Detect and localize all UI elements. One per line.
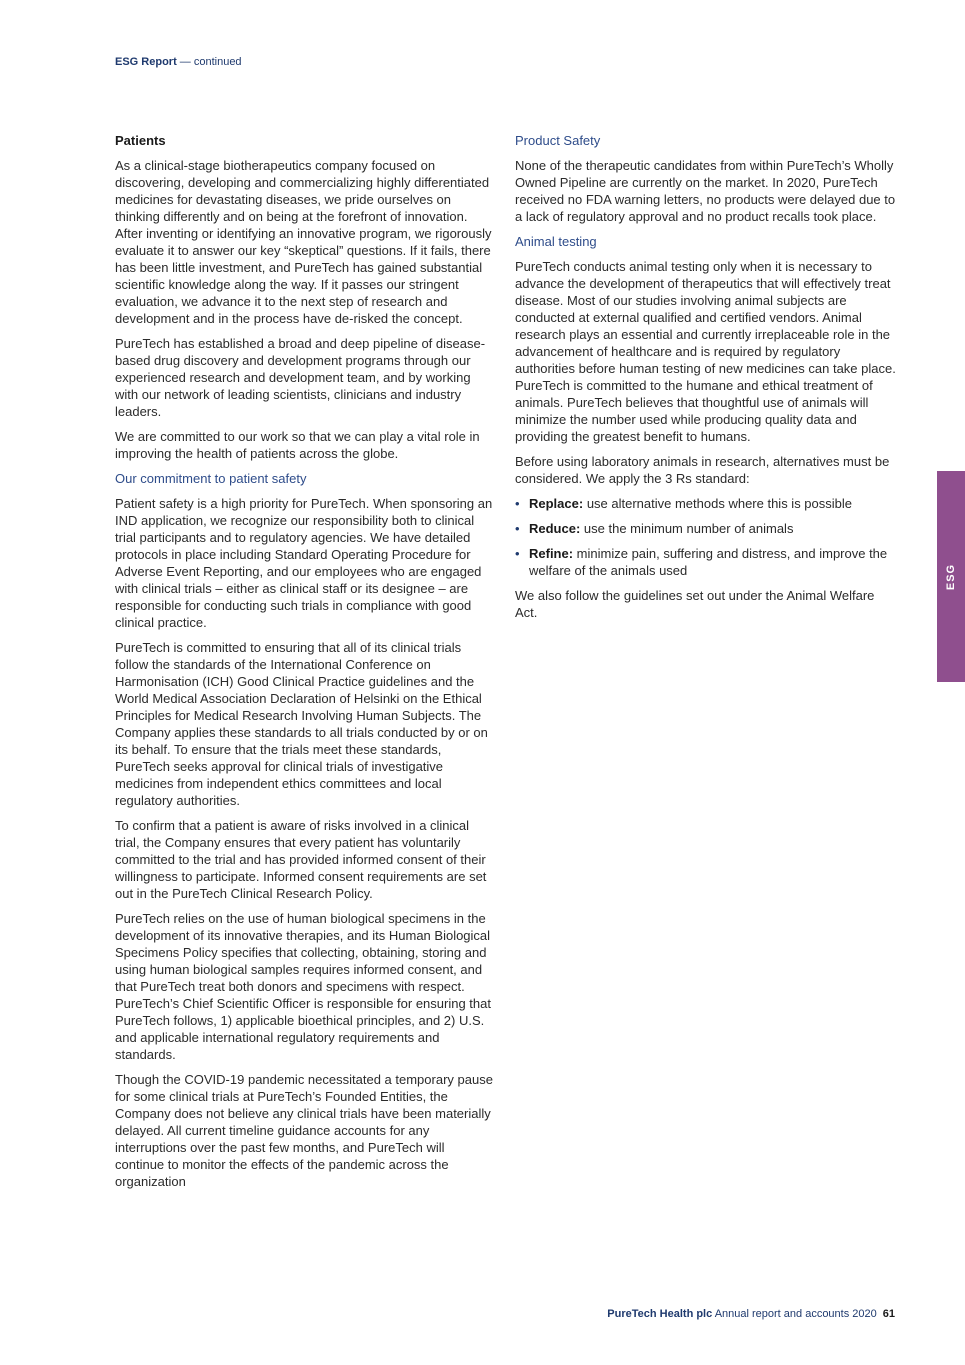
animal-testing-heading: Animal testing [515, 234, 597, 249]
patient-safety-paragraph-4: PureTech relies on the use of human biological specimens in the development of its innovative therapies, and its Human Biological Specimens Policy specifies that collecting, obtaining, storing and using human biological samples requires informed consent, and that PureTech treat both donors and specimens with respect. PureTech’s Chief Scientific Officer is responsible for ensuring that PureTech follows, 1) applicable bioethical principles, and 2) U.S. and applicable international regulatory requirements and standards. [115, 911, 491, 1062]
list-item-term: Reduce: [529, 521, 581, 536]
header-suffix: — continued [176, 56, 242, 68]
patients-paragraph-1: As a clinical-stage biotherapeutics company focused on discovering, developing and commercializing highly differentiated medicines for devastating diseases, we pride ourselves on thinking differently and on being at the forefront of innovation. After inventing or identifying an innovative program, we rigorously evaluate it to answer our key “skeptical” questions. If it fails, there has been little investment, and PureTech has gained substantial scientific knowledge along the way. If it passes our stringent evaluation, we advance it to the next step of research and development and in the process have de-risked the concept. [115, 158, 492, 326]
esg-side-tab-label: ESG [945, 563, 957, 590]
bullet-icon: • [515, 546, 520, 561]
left-column [115, 132, 497, 1198]
list-item [515, 520, 897, 537]
patient-safety-paragraph-1: Patient safety is a high priority for PureTech. When sponsoring an IND application, we recognize our responsibility both to clinical trial participants and to regulatory agencies. We have detailed protocols in place including Standard Operating Procedure for Adverse Event Reporting, and our employees who are engaged with clinical trials – either as clinical staff or its designee – are responsible for conducting such trials in compliance with good clinical practice. [115, 496, 493, 630]
product-safety-heading: Product Safety [515, 133, 601, 148]
esg-side-tab[interactable] [937, 471, 965, 682]
animal-welfare-paragraph: We also follow the guidelines set out under the Animal Welfare Act. [515, 588, 875, 620]
list-item-text: use the minimum number of animals [580, 521, 794, 536]
animal-testing-paragraph-1: PureTech conducts animal testing only when it is necessary to advance the development of therapeutics that will effectively treat disease. Most of our studies involving animal subjects are conducted at external qualified and certified vendors. Animal research plays an essential and currently irreplaceable role in the advancement of healthcare and is required by regulatory authorities before human testing of new medicines can take place. PureTech is committed to the humane and ethical treatment of animals. PureTech believes that thoughtful use of animals will minimize the number used while producing quality data and providing the greatest benefit to humans. [515, 259, 896, 444]
patient-safety-paragraph-2: PureTech is committed to ensuring that all of its clinical trials follow the standards of the International Conference on Harmonisation (ICH) Good Clinical Practice guidelines and the World Medical Association Declaration of Helsinki on the Ethical Principles for Medical Research Involving Human Subjects. The Company applies these standards to all trials conducted by or on its behalf. To ensure that the trials meet these standards, PureTech seeks approval for clinical trials of investigative medicines from independent ethics committees and local regulatory authorities. [115, 640, 488, 808]
patient-safety-heading: Our commitment to patient safety [115, 471, 307, 486]
list-item [515, 495, 897, 512]
right-column [515, 132, 897, 629]
product-safety-paragraph: None of the therapeutic candidates from within PureTech’s Wholly Owned Pipeline are currently on the market. In 2020, PureTech received no FDA warning letters, no products were delayed due to a lack of regulatory approval and no product recalls took place. [515, 158, 896, 224]
patients-paragraph-2: PureTech has established a broad and deep pipeline of disease-based drug discovery and development programs through our experienced research and development team, and by working with our network of leading scientists, clinicians and industry leaders. [115, 336, 486, 419]
list-item-term: Refine: [529, 546, 574, 561]
header-title: ESG Report [115, 56, 177, 68]
footer-report: Annual report and accounts 2020 [714, 1308, 877, 1320]
three-rs-list [515, 495, 897, 579]
list-item-text: minimize pain, suffering and distress, and improve the welfare of the animals used [529, 546, 888, 578]
page-number: 61 [882, 1308, 895, 1320]
patients-heading: Patients [115, 133, 166, 148]
patient-safety-paragraph-5: Though the COVID-19 pandemic necessitated a temporary pause for some clinical trials at PureTech’s Founded Entities, the Company does not believe any clinical trials have been materially delayed. All current timeline guidance accounts for any interruptions over the past few months, and PureTech will continue to monitor the effects of the pandemic across the organization [115, 1072, 493, 1189]
animal-testing-paragraph-2: Before using laboratory animals in research, alternatives must be considered. We apply the 3 Rs standard: [515, 454, 890, 486]
list-item-text: use alternative methods where this is possible [583, 496, 853, 511]
bullet-icon: • [515, 496, 520, 511]
running-header [115, 56, 242, 68]
page-footer [607, 1308, 895, 1320]
list-item-term: Replace: [529, 496, 584, 511]
bullet-icon: • [515, 521, 520, 536]
list-item [515, 545, 897, 579]
footer-company: PureTech Health plc [607, 1308, 713, 1320]
patients-paragraph-3: We are committed to our work so that we can play a vital role in improving the health of patients across the globe. [115, 429, 480, 461]
patient-safety-paragraph-3: To confirm that a patient is aware of risks involved in a clinical trial, the Company ensures that every patient has voluntarily committed to the trial and has provided informed consent of their willingness to participate. Informed consent requirements are set out in the PureTech Clinical Research Policy. [115, 818, 487, 901]
